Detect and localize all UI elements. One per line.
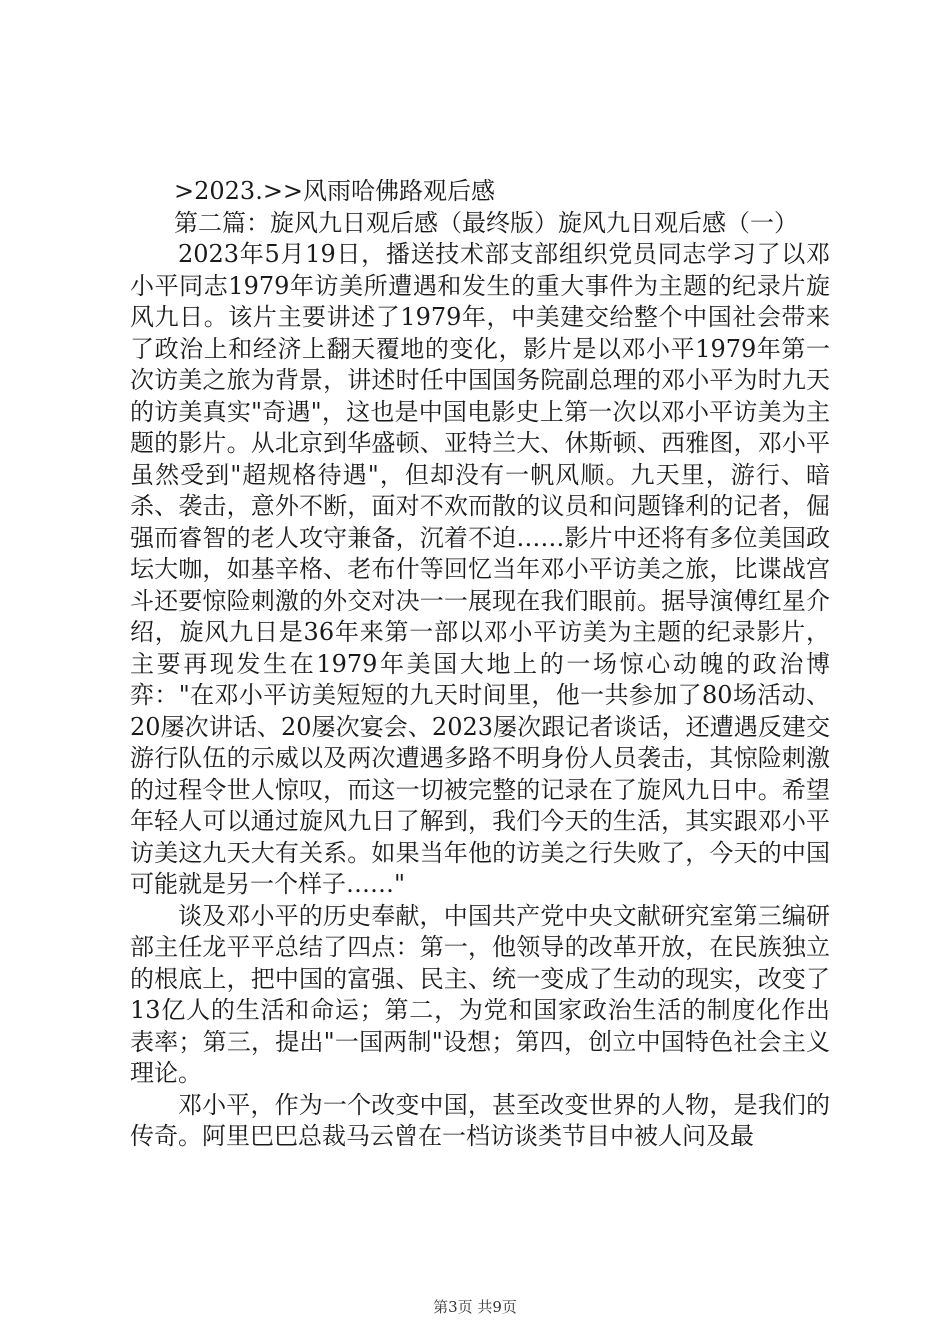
document-body bbox=[130, 176, 830, 1153]
previous-title-line: >2023.>>风雨哈佛路观后感 bbox=[174, 177, 496, 205]
page-number-footer: 第3页 共9页 bbox=[433, 1298, 517, 1316]
section-heading: 第二篇：旋风九日观后感（最终版）旋风九日观后感（一） bbox=[174, 208, 798, 237]
paragraph-3: 邓小平，作为一个改变中国，甚至改变世界的人物，是我们的传奇。阿里巴巴总裁马云曾在一档访谈类节目中被人问及最 bbox=[130, 1090, 830, 1150]
paragraph-2: 谈及邓小平的历史奉献，中国共产党中央文献研究室第三编研部主任龙平平总结了四点：第一，他领导的改革开放，在民族独立的根底上，把中国的富强、民主、统一变成了生动的现实，改变了13亿人的生活和命运；第二，为党和国家政治生活的制度化作出表率；第三，提出"一国两制"设想；第四，创立中国特色社会主义理论。 bbox=[130, 901, 830, 1087]
paragraph-1: 2023年5月19日，播送技术部支部组织党员同志学习了以邓小平同志1979年访美所遭遇和发生的重大事件为主题的纪录片旋风九日。该片主要讲述了1979年，中美建交给整个中国社会带来了政治上和经济上翻天覆地的变化，影片是以邓小平1979年第一次访美之旅为背景，讲述时任中国国务院副总理的邓小平为时九天的访美真实"奇遇"，这也是中国电影史上第一次以邓小平访美为主题的影片。从北京到华盛顿、亚特兰大、休斯顿、西雅图，邓小平虽然受到"超规格待遇"，但却没有一帆风顺。九天里，游行、暗杀、袭击，意外不断，面对不欢而散的议员和问题锋利的记者，倔强而睿智的老人攻守兼备，沉着不迫……影片中还将有多位美国政坛大咖，如基辛格、老布什等回忆当年邓小平访美之旅，比谍战宫斗还要惊险刺激的外交对决一一展现在我们眼前。据导演傅红星介绍，旋风九日是36年来第一部以邓小平访美为主题的纪录影片，主要再现发生在1979年美国大地上的一场惊心动魄的政治博弈："在邓小平访美短短的九天时间里，他一共参加了80场活动、20屡次讲话、20屡次宴会、2023屡次跟记者谈话，还遭遇反建交游行队伍的示威以及两次遭遇多路不明身份人员袭击，其惊险刺激的过程令世人惊叹，而这一切被完整的记录在了旋风九日中。希望年轻人可以通过旋风九日了解到，我们今天的生活，其实跟邓小平访美这九天大有关系。如果当年他的访美之行失败了，今天的中国可能就是另一个样子……" bbox=[130, 240, 830, 898]
